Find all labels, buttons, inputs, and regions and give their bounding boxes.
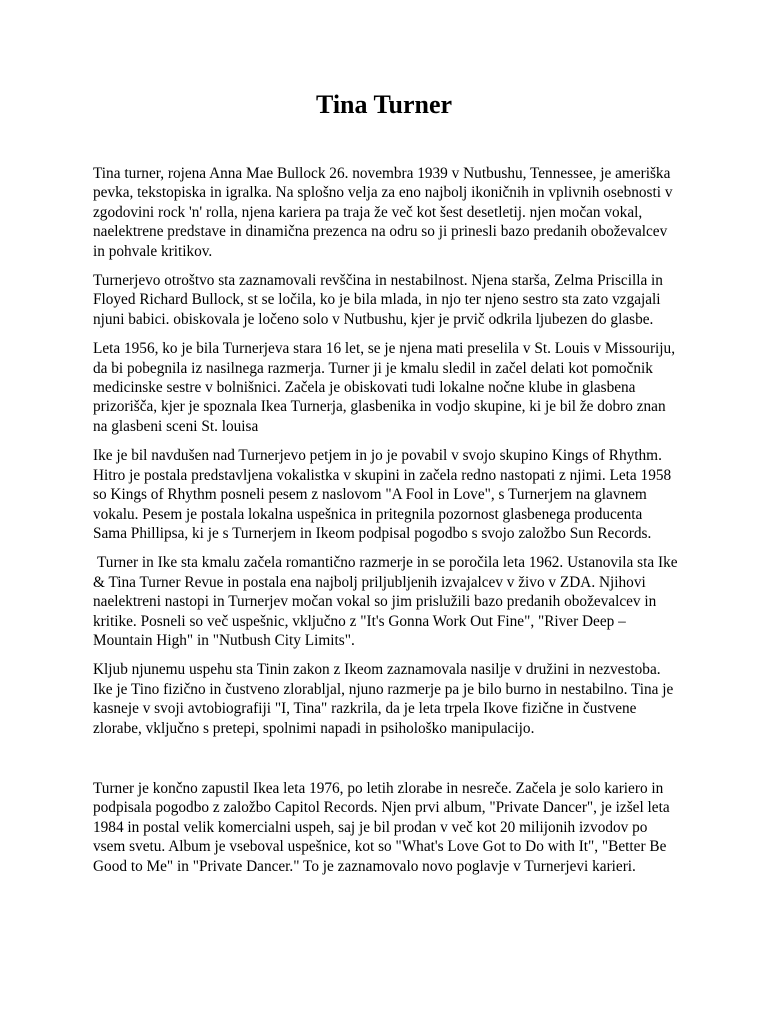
paragraph-ike-tina-revue: Turner in Ike sta kmalu začela romantično razmerje in se poročila leta 1962. Ustanovila sta Ike & Tina Turner Revue in postala ena najbolj priljubljenih izvajalcev v živo v ZDA. Njihovi naelektreni nastopi in Turnerjev močan vokal so jim prislužili bazo predanih oboževalcev in kritike. Posneli so več uspešnic, vključno z "It's Gonna Work Out Fine", "River Deep – Mountain High" in "Nutbush City Limits". (93, 554, 678, 649)
paragraph-gap (93, 748, 678, 779)
document-body (93, 164, 678, 886)
paragraph-childhood: Turnerjevo otroštvo sta zaznamovali revščina in nestabilnost. Njena starša, Zelma Priscilla in Floyed Richard Bullock, st se ločila, ko je bila mlada, in njo ter njeno sestro sta zato vzgajali njuni babici. obiskovala je ločeno solo v Nutbushu, kjer je prvič odkrila ljubezen do glasbe. (93, 272, 663, 328)
paragraph-solo-career: Turner je končno zapustil Ikea leta 1976, po letih zlorabe in nesreče. Začela je solo kariero in podpisala pogodbo z založbo Capitol Records. Njen prvi album, "Private Dancer", je izšel leta 1984 in postal velik komercialni uspeh, saj je bil prodan v več kot 20 milijonih izvodov po vsem svetu. Album je vseboval uspešnice, kot so "What's Love Got to Do with It", "Better Be Good to Me" in "Private Dancer." To je zaznamovalo novo poglavje v Turnerjevi karieri. (93, 779, 670, 875)
paragraph-kings-of-rhythm: Ike je bil navdušen nad Turnerjevo petjem in jo je povabil v svojo skupino Kings of Rhythm. Hitro je postala predstavljena vokalistka v skupini in začela redno nastopati z njimi. Leta 1958 so Kings of Rhythm posneli pesem z naslovom "A Fool in Love", s Turnerjem na glavnem vokalu. Pesem je postala lokalna uspešnica in pritegnila pozornost glasbenega producenta Sama Phillipsa, ki je s Turnerjem in Ikeom podpisal pogodbo s svojo založbo Sun Records. (93, 447, 672, 542)
paragraph-st-louis: Leta 1956, ko je bila Turnerjeva stara 16 let, se je njena mati preselila v St. Louis v Missouriju, da bi pobegnila iz nasilnega razmerja. Turner ji je kmalu sledil in začel delati kot pomočnik medicinske sestre v bolnišnici. Začela je obiskovati tudi lokalne nočne klube in glasbena prizorišča, kjer je spoznala Ikea Turnerja, glasbenika in vodjo skupine, ki je bil že dobro znan na glasbeni sceni St. louisa (93, 340, 676, 435)
paragraph-intro: Tina turner, rojena Anna Mae Bullock 26. novembra 1939 v Nutbushu, Tennessee, je ameriška pevka, tekstopiska in igralka. Na splošno velja za eno najbolj ikoničnih in vplivnih osebnosti v zgodovini rock 'n' rolla, njena kariera pa traja že več kot šest desetletij. njen močan vokal, naelektrene predstave in dinamična prezenca na odru so ji prinesli bazo predanih oboževalcev in pohvale kritikov. (93, 165, 673, 260)
document-title: Tina Turner (315, 90, 453, 119)
paragraph-abuse: Kljub njunemu uspehu sta Tinin zakon z Ikeom zaznamovala nasilje v družini in nezvestoba. Ike je Tino fizično in čustveno zlorabljal, njuno razmerje pa je bilo burno in nestabilno. Tina je kasneje v svoji avtobiografiji "I, Tina" razkrila, da je leta trpela Ikove fizične in čustvene zlorabe, vključno s pretepi, spolnimi napadi in psihološko manipulacijo. (93, 661, 674, 737)
